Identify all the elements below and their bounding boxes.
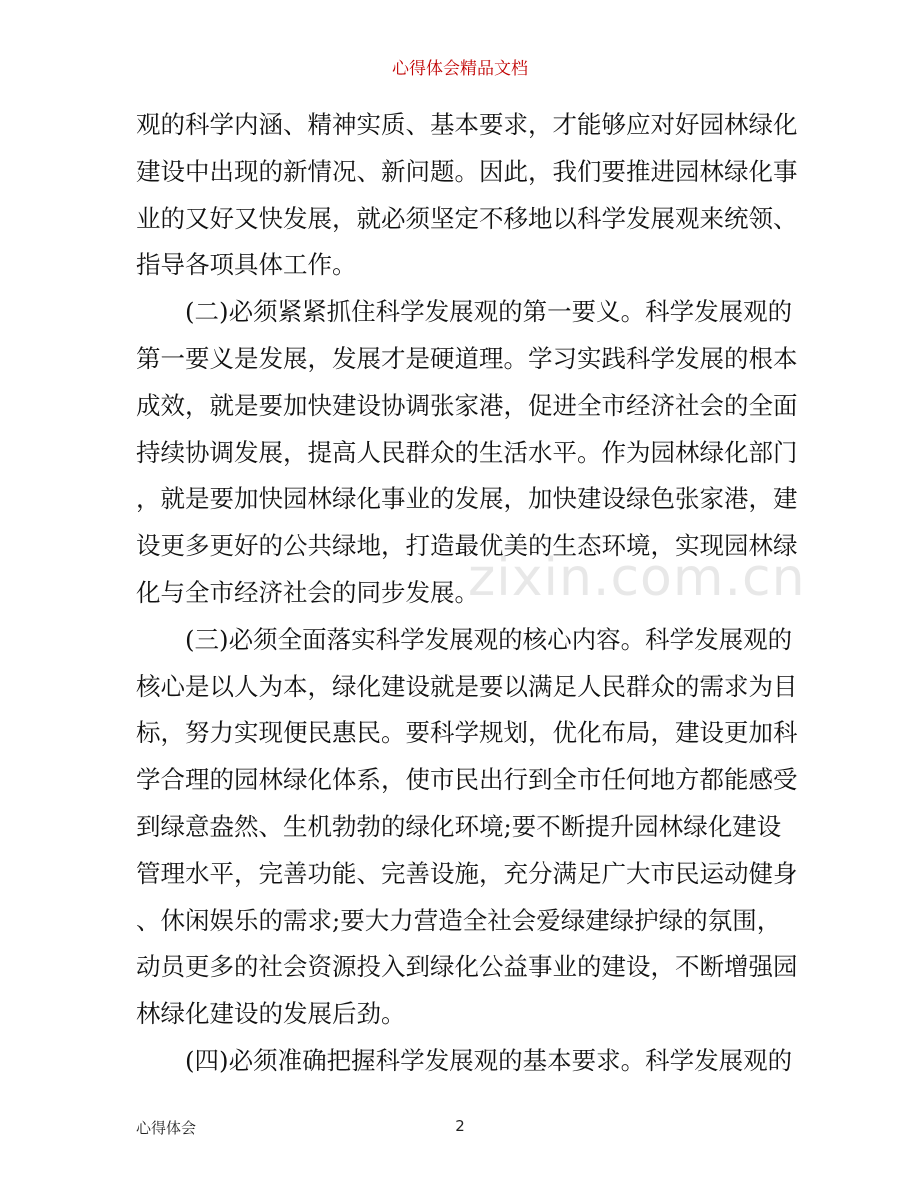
body-line: 第一要义是发展，发展才是硬道理。学习实践科学发展的根本 bbox=[136, 343, 798, 373]
body-line: ，就是要加快园林绿化事业的发展，加快建设绿色张家港，建 bbox=[136, 484, 798, 514]
paragraph-start-line: (二)必须紧紧抓住科学发展观的第一要义。科学发展观的 bbox=[185, 297, 793, 327]
body-line: 核心是以人为本，绿化建设就是要以满足人民群众的需求为目 bbox=[136, 671, 798, 701]
body-line: 动员更多的社会资源投入到绿化公益事业的建设，不断增强园 bbox=[136, 952, 798, 982]
body-line: 建设中出现的新情况、新问题。因此，我们要推进园林绿化事 bbox=[136, 156, 798, 186]
body-line: 、休闲娱乐的需求;要大力营造全社会爱绿建绿护绿的氛围， bbox=[136, 905, 782, 935]
paragraph-start-line: (三)必须全面落实科学发展观的核心内容。科学发展观的 bbox=[185, 624, 793, 654]
page-header-title: 心得体会精品文档 bbox=[392, 59, 528, 79]
body-line: 标，努力实现便民惠民。要科学规划，优化布局，建设更加科 bbox=[136, 718, 798, 748]
body-line: 业的又好又快发展，就必须坚定不移地以科学发展观来统领、 bbox=[136, 203, 798, 233]
body-line: 学合理的园林绿化体系，使市民出行到全市任何地方都能感受 bbox=[136, 765, 798, 795]
body-line: 设更多更好的公共绿地，打造最优美的生态环境，实现园林绿 bbox=[136, 531, 798, 561]
paragraph-start-line: (四)必须准确把握科学发展观的基本要求。科学发展观的 bbox=[185, 1045, 793, 1075]
body-line: 管理水平，完善功能、完善设施，充分满足广大市民运动健身 bbox=[136, 858, 798, 888]
body-line: 到绿意盎然、生机勃勃的绿化环境;要不断提升园林绿化建设 bbox=[136, 811, 782, 841]
body-line: 林绿化建设的发展后劲。 bbox=[136, 999, 406, 1029]
page-number: 2 bbox=[455, 1117, 465, 1135]
body-line: 观的科学内涵、精神实质、基本要求，才能够应对好园林绿化 bbox=[136, 110, 798, 139]
footer-label: 心得体会 bbox=[136, 1119, 197, 1137]
body-line: 持续协调发展，提高人民群众的生活水平。作为园林绿化部门 bbox=[136, 437, 798, 467]
watermark: zixin.com.cn bbox=[468, 548, 806, 608]
body-line: 成效，就是要加快建设协调张家港，促进全市经济社会的全面 bbox=[136, 390, 798, 420]
body-line: 化与全市经济社会的同步发展。 bbox=[136, 577, 479, 607]
body-line: 指导各项具体工作。 bbox=[136, 250, 357, 280]
